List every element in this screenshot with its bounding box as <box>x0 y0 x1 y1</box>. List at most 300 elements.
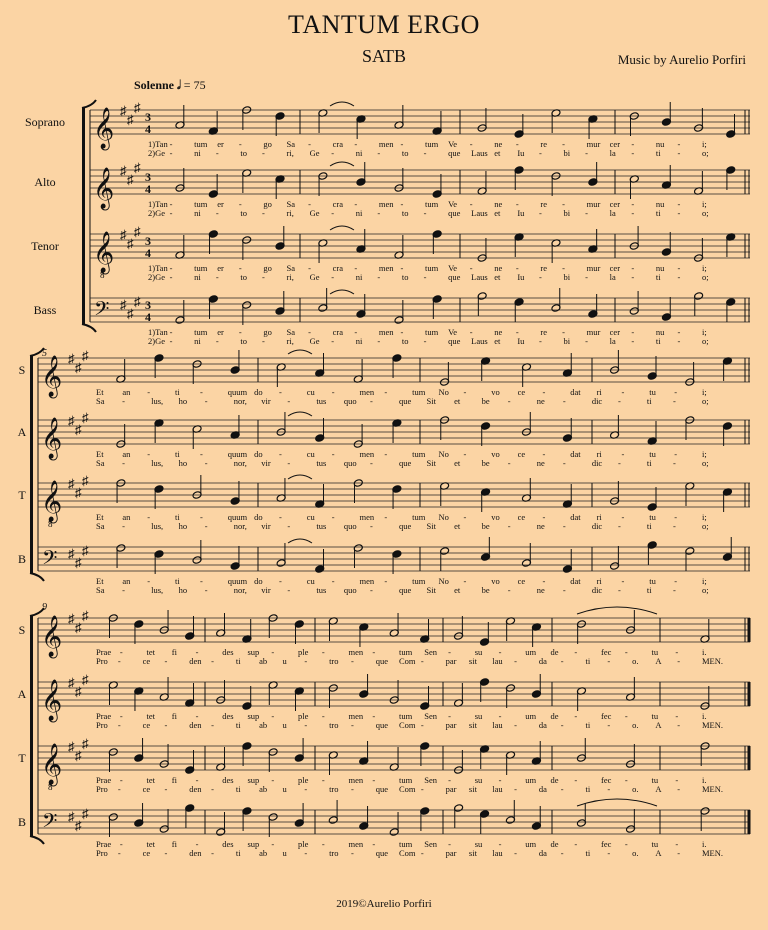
lyric-line-2-syllable: Com <box>399 784 416 794</box>
lyric-line-1-syllable: - <box>624 775 628 785</box>
lyric-line-1-syllable: fi <box>171 647 177 657</box>
lyric-line-2-syllable: Pro <box>96 656 108 666</box>
lyric-line-1-syllable: - <box>631 263 635 273</box>
lyric-line-1-syllable: - <box>279 387 282 397</box>
lyric-line-1-syllable: men <box>378 327 394 337</box>
lyric-line-1-syllable: i; <box>702 387 707 397</box>
lyric-line-2-syllable: que <box>448 336 461 346</box>
lyric-line-1-syllable: - <box>195 711 199 721</box>
lyric-line-2-syllable: que <box>448 208 461 218</box>
lyric-line-1-syllable: de <box>550 839 559 849</box>
lyric-line-1-syllable: des <box>222 711 234 721</box>
lyric-line-1-syllable: tu <box>651 775 659 785</box>
lyric-line-2-syllable: lus, <box>151 458 164 468</box>
treble-clef-icon: 𝄞 <box>41 418 63 458</box>
lyric-line-2-syllable: - <box>560 656 564 666</box>
lyric-line-1-syllable: - <box>199 512 203 522</box>
key-signature-sharp-icon: ♯ <box>68 413 75 428</box>
lyric-line-1-syllable: - <box>498 839 502 849</box>
lyric-line-1-syllable: go <box>263 139 272 149</box>
lyric-line-1-syllable: ri <box>596 449 602 459</box>
lyric-line-2-syllable: A <box>655 720 662 730</box>
measure-number: 9 <box>42 602 47 613</box>
lyric-line-2-syllable: et <box>494 148 501 158</box>
lyric-line-1-syllable: 1)Tan <box>148 199 168 209</box>
lyric-line-1-syllable: - <box>621 512 625 522</box>
lyric-line-1-syllable: - <box>199 387 203 397</box>
lyric-line-2-syllable: et <box>494 272 501 282</box>
lyric-line-1-syllable: men <box>359 387 375 397</box>
lyric-line-2-syllable: - <box>370 396 373 406</box>
lyric-line-1-syllable: - <box>448 839 451 849</box>
lyric-line-1-syllable: - <box>384 512 388 522</box>
time-signature-top: 3 <box>145 298 151 312</box>
lyric-line-2-syllable: A <box>655 656 662 666</box>
lyric-line-2-syllable: ni <box>355 148 363 158</box>
tempo-label: Solenne <box>134 78 175 92</box>
key-signature-sharp-icon: ♯ <box>82 806 89 821</box>
lyric-line-1-syllable: tum <box>425 327 439 337</box>
lyric-line-1-syllable: tum <box>412 449 426 459</box>
lyric-line-1-syllable: i. <box>702 775 707 785</box>
lyric-line-2-syllable: nor, <box>233 521 247 531</box>
treble-clef-icon: 𝄞 <box>41 481 63 521</box>
lyric-line-2-syllable: tro <box>329 720 339 730</box>
lyric-line-2-syllable: - <box>215 148 219 158</box>
lyric-line-2-syllable: ti <box>646 521 652 531</box>
lyric-line-2-syllable: o. <box>632 656 639 666</box>
lyric-line-2-syllable: - <box>562 458 566 468</box>
lyric-line-2-syllable: - <box>585 208 589 218</box>
lyric-line-2-syllable: - <box>122 396 125 406</box>
lyric-line-2-syllable: A <box>655 784 662 794</box>
system-bracket <box>82 108 85 324</box>
lyric-line-2-syllable: - <box>673 521 676 531</box>
lyric-line-1-syllable: - <box>119 839 123 849</box>
lyric-line-1-syllable: men <box>378 263 394 273</box>
lyric-line-1-syllable: - <box>271 839 275 849</box>
lyric-line-1-syllable: vo <box>491 387 500 397</box>
time-signature-top: 3 <box>145 170 151 184</box>
lyric-line-2-syllable: - <box>211 720 214 730</box>
lyric-line-2-syllable: - <box>287 585 291 595</box>
lyric-line-1-syllable: - <box>515 139 519 149</box>
lyric-line-2-syllable: la <box>609 208 616 218</box>
lyric-line-1-syllable: cra <box>332 199 344 209</box>
lyric-line-1-syllable: sup <box>247 775 260 785</box>
lyric-line-2-syllable: Ge <box>309 336 320 346</box>
lyric-line-1-syllable: de <box>550 647 559 657</box>
lyric-line-2-syllable: ho <box>178 396 188 406</box>
lyric-line-2-syllable: - <box>423 148 427 158</box>
lyric-line-2-syllable: que <box>375 848 388 858</box>
key-signature-sharp-icon: ♯ <box>68 675 75 690</box>
lyric-line-1-syllable: tum <box>194 263 208 273</box>
octave-mark: 8 <box>48 782 53 792</box>
key-signature-sharp-icon: ♯ <box>68 546 75 561</box>
lyric-line-2-syllable: o; <box>702 521 709 531</box>
lyric-line-2-syllable: sit <box>468 720 477 730</box>
lyric-line-2-syllable: - <box>560 848 564 858</box>
lyric-line-1-syllable: - <box>271 775 275 785</box>
lyric-line-2-syllable: sit <box>468 784 477 794</box>
lyric-line-1-syllable: su <box>474 775 483 785</box>
staff-label: S <box>18 363 26 377</box>
lyric-line-1-syllable: Sa <box>286 327 295 337</box>
lyric-line-2-syllable: que <box>399 585 412 595</box>
lyric-line-2-syllable: bi <box>563 272 571 282</box>
lyric-line-1-syllable: - <box>354 199 358 209</box>
lyric-line-2-syllable: sit <box>468 656 477 666</box>
lyric-line-1-syllable: i; <box>702 199 707 209</box>
lyric-line-1-syllable: - <box>147 576 151 586</box>
lyric-line-2-syllable: et <box>454 521 461 531</box>
lyric-line-2-syllable: tus <box>316 521 327 531</box>
lyric-line-2-syllable: - <box>331 336 335 346</box>
lyric-line-1-syllable: men <box>359 512 375 522</box>
lyric-line-1-syllable: - <box>631 199 635 209</box>
lyric-line-2-syllable: ri, <box>286 208 294 218</box>
key-signature-sharp-icon: ♯ <box>68 611 75 626</box>
lyric-line-1-syllable: - <box>331 576 335 586</box>
lyric-line-1-syllable: mur <box>586 327 601 337</box>
lyric-line-1-syllable: Sa <box>286 199 295 209</box>
lyric-line-1-syllable: ti <box>175 387 180 397</box>
lyric-line-1-syllable: i; <box>702 327 707 337</box>
lyric-line-1-syllable: sup <box>247 647 260 657</box>
lyric-line-2-syllable: - <box>514 784 517 794</box>
lyric-line-1-syllable: su <box>474 839 483 849</box>
lyric-line-2-syllable: be <box>481 458 490 468</box>
lyric-line-1-syllable: tum <box>194 327 208 337</box>
lyric-line-2-syllable: 2)Ge <box>148 208 165 218</box>
lyric-line-1-syllable: dat <box>570 387 581 397</box>
lyric-line-1-syllable: ti <box>175 449 180 459</box>
time-signature-bottom: 4 <box>145 246 151 260</box>
lyric-line-1-syllable: de <box>550 775 559 785</box>
lyric-line-2-syllable: lus, <box>151 521 164 531</box>
lyric-line-2-syllable: - <box>617 458 621 468</box>
lyric-line-2-syllable: - <box>304 848 308 858</box>
lyric-line-2-syllable: Com <box>399 848 416 858</box>
lyric-line-1-syllable: - <box>515 263 519 273</box>
lyric-line-1-syllable: tum <box>425 263 439 273</box>
lyric-line-1-syllable: des <box>222 647 234 657</box>
lyric-line-2-syllable: - <box>607 784 611 794</box>
lyric-line-1-syllable: ri <box>596 576 602 586</box>
lyric-line-1-syllable: fi <box>171 775 177 785</box>
slur-mark <box>330 102 354 106</box>
lyric-line-2-syllable: - <box>420 720 424 730</box>
lyric-line-1-syllable: quum <box>227 512 248 522</box>
lyric-line-1-syllable: er <box>217 263 224 273</box>
lyric-line-2-syllable: be <box>481 521 490 531</box>
lyric-line-1-syllable: - <box>574 839 578 849</box>
lyric-line-1-syllable: - <box>119 647 123 657</box>
key-signature-sharp-icon: ♯ <box>120 163 127 178</box>
key-signature-sharp-icon: ♯ <box>82 672 89 687</box>
lyric-line-1-syllable: - <box>238 327 242 337</box>
lyric-line-2-syllable: nor, <box>233 585 247 595</box>
lyric-line-1-syllable: tet <box>146 647 155 657</box>
lyric-line-1-syllable: Ve <box>448 327 458 337</box>
lyric-line-2-syllable: da <box>538 656 547 666</box>
lyric-line-2-syllable: dic <box>591 521 603 531</box>
lyric-line-2-syllable: ce <box>142 848 151 858</box>
lyric-line-1-syllable: - <box>195 647 199 657</box>
lyric-line-2-syllable: lau <box>492 720 503 730</box>
key-signature-sharp-icon: ♯ <box>134 224 141 239</box>
lyric-line-2-syllable: o. <box>632 720 639 730</box>
lyric-line-2-syllable: et <box>494 208 501 218</box>
lyric-line-1-syllable: Ve <box>448 199 458 209</box>
lyric-line-2-syllable: nor, <box>233 458 247 468</box>
lyric-line-1-syllable: i. <box>702 839 707 849</box>
lyric-line-2-syllable: ho <box>178 585 188 595</box>
lyric-line-2-syllable: tus <box>316 458 327 468</box>
lyric-line-2-syllable: Sa <box>96 521 105 531</box>
slur-mark <box>288 539 312 543</box>
lyric-line-1-syllable: - <box>624 839 628 849</box>
lyric-line-2-syllable: - <box>164 720 168 730</box>
lyric-line-1-syllable: - <box>384 449 388 459</box>
lyric-line-2-syllable: - <box>164 656 168 666</box>
lyric-line-2-syllable: ti <box>235 784 241 794</box>
lyric-line-1-syllable: - <box>621 387 625 397</box>
lyric-line-1-syllable: - <box>498 775 502 785</box>
lyric-line-2-syllable: - <box>164 848 168 858</box>
lyric-line-2-syllable: da <box>538 784 547 794</box>
lyric-line-2-syllable: - <box>377 148 381 158</box>
lyric-line-1-syllable: Sen <box>424 711 437 721</box>
lyric-line-1-syllable: - <box>147 449 151 459</box>
lyric-line-1-syllable: cer <box>609 327 621 337</box>
lyric-line-1-syllable: do <box>254 576 263 586</box>
lyric-line-2-syllable: lau <box>492 656 503 666</box>
octave-mark: 8 <box>100 270 105 280</box>
lyric-line-1-syllable: No <box>438 387 449 397</box>
lyric-line-1-syllable: do <box>254 512 263 522</box>
lyric-line-2-syllable: - <box>169 208 173 218</box>
lyric-line-1-syllable: go <box>263 199 272 209</box>
lyric-line-2-syllable: - <box>287 521 291 531</box>
lyric-line-2-syllable: Sit <box>426 458 436 468</box>
lyric-line-2-syllable: ti <box>646 458 652 468</box>
lyric-line-2-syllable: - <box>261 208 265 218</box>
lyric-line-1-syllable: - <box>675 839 679 849</box>
lyric-line-2-syllable: - <box>673 396 676 406</box>
lyric-line-2-syllable: - <box>117 848 121 858</box>
lyric-line-2-syllable: - <box>423 208 427 218</box>
lyric-line-2-syllable: - <box>538 148 542 158</box>
lyric-line-2-syllable: - <box>677 720 681 730</box>
lyric-line-2-syllable: que <box>375 720 388 730</box>
lyric-line-2-syllable: - <box>215 336 219 346</box>
lyric-line-2-syllable: ne <box>536 396 545 406</box>
lyric-line-1-syllable: ne <box>494 139 503 149</box>
lyric-line-1-syllable: tu <box>649 449 656 459</box>
lyric-line-2-syllable: - <box>117 656 121 666</box>
lyric-line-1-syllable: men <box>378 139 394 149</box>
system-bracket <box>30 616 33 836</box>
lyric-line-1-syllable: - <box>238 199 242 209</box>
lyric-line-1-syllable: No <box>438 512 449 522</box>
time-signature-bottom: 4 <box>145 182 151 196</box>
lyric-line-1-syllable: - <box>279 512 282 522</box>
lyric-line-2-syllable: - <box>617 396 621 406</box>
lyric-line-2-syllable: Iu <box>517 336 525 346</box>
key-signature-sharp-icon: ♯ <box>120 103 127 118</box>
lyric-line-2-syllable: - <box>677 848 681 858</box>
lyric-line-2-syllable: et <box>454 458 461 468</box>
lyric-line-1-syllable: men <box>378 199 394 209</box>
lyric-line-1-syllable: Prae <box>96 711 112 721</box>
lyric-line-1-syllable: men <box>348 839 364 849</box>
lyric-line-2-syllable: ni <box>194 208 201 218</box>
lyric-line-1-syllable: tum <box>399 839 413 849</box>
lyric-line-2-syllable: que <box>448 272 461 282</box>
lyric-line-1-syllable: - <box>463 449 467 459</box>
lyric-line-1-syllable: - <box>463 512 467 522</box>
time-signature-bottom: 4 <box>145 310 151 324</box>
lyric-line-1-syllable: - <box>279 449 282 459</box>
key-signature-sharp-icon: ♯ <box>82 473 89 488</box>
lyric-line-2-syllable: to <box>401 208 409 218</box>
lyric-line-2-syllable: bi <box>563 148 571 158</box>
lyric-line-2-syllable: dic <box>591 458 603 468</box>
lyric-line-1-syllable: cu <box>306 387 315 397</box>
lyric-line-2-syllable: ni <box>355 336 363 346</box>
lyric-line-1-syllable: - <box>574 647 578 657</box>
lyric-line-2-syllable: ce <box>142 784 151 794</box>
lyric-line-1-syllable: - <box>400 139 404 149</box>
lyric-line-2-syllable: - <box>204 521 208 531</box>
lyric-line-2-syllable: - <box>673 585 676 595</box>
lyric-line-2-syllable: to <box>401 148 409 158</box>
lyric-line-1-syllable: - <box>574 775 578 785</box>
lyric-line-2-syllable: - <box>677 336 681 346</box>
lyric-line-2-syllable: Sa <box>96 585 105 595</box>
lyric-line-2-syllable: o; <box>702 458 709 468</box>
lyric-line-1-syllable: Sa <box>286 139 295 149</box>
lyric-line-2-syllable: - <box>585 336 589 346</box>
lyric-line-1-syllable: ri <box>596 512 602 522</box>
lyric-line-1-syllable: Et <box>96 449 104 459</box>
slur-mark <box>288 350 312 354</box>
lyric-line-2-syllable: ti <box>585 784 591 794</box>
lyric-line-2-syllable: ni <box>355 272 363 282</box>
lyric-line-2-syllable: ho <box>178 458 188 468</box>
lyric-line-2-syllable: - <box>169 336 173 346</box>
lyric-line-2-syllable: den <box>189 720 202 730</box>
lyric-line-2-syllable: - <box>261 148 265 158</box>
lyric-line-1-syllable: ti <box>175 512 180 522</box>
lyric-line-2-syllable: - <box>350 656 354 666</box>
lyric-line-2-syllable: Com <box>399 720 416 730</box>
key-signature-sharp-icon: ♯ <box>82 543 89 558</box>
lyric-line-2-syllable: quo <box>343 458 357 468</box>
lyric-line-1-syllable: de <box>550 711 559 721</box>
lyric-line-1-syllable: Sen <box>424 647 437 657</box>
key-signature-sharp-icon: ♯ <box>134 294 141 309</box>
lyric-line-2-syllable: - <box>562 396 566 406</box>
lyric-line-2-syllable: la <box>609 272 616 282</box>
lyric-line-2-syllable: MEN. <box>702 656 724 666</box>
lyric-line-1-syllable: - <box>372 647 376 657</box>
lyric-line-1-syllable: - <box>238 139 242 149</box>
lyric-line-1-syllable: - <box>308 327 312 337</box>
lyric-line-2-syllable: - <box>350 848 354 858</box>
lyric-line-2-syllable: - <box>370 458 373 468</box>
lyric-line-2-syllable: quo <box>343 396 357 406</box>
lyric-line-2-syllable: ab <box>259 848 268 858</box>
lyric-line-1-syllable: fi <box>171 711 177 721</box>
lyric-line-1-syllable: mur <box>586 263 601 273</box>
lyric-line-2-syllable: par <box>445 720 457 730</box>
lyric-line-1-syllable: - <box>469 263 473 273</box>
lyric-line-2-syllable: - <box>423 272 427 282</box>
lyric-line-1-syllable: men <box>348 711 364 721</box>
staff-label: Soprano <box>25 115 65 129</box>
lyric-line-2-syllable: - <box>261 336 265 346</box>
lyric-line-1-syllable: Prae <box>96 839 112 849</box>
lyric-line-1-syllable: - <box>675 647 679 657</box>
lyric-line-2-syllable: - <box>631 208 635 218</box>
lyric-line-2-syllable: Sa <box>96 458 105 468</box>
octave-mark: 8 <box>48 519 53 529</box>
voicing-subtitle: SATB <box>361 46 406 66</box>
lyric-line-1-syllable: go <box>263 327 272 337</box>
lyric-line-2-syllable: o. <box>632 848 639 858</box>
lyric-line-2-syllable: ti <box>235 848 241 858</box>
lyric-line-1-syllable: - <box>498 711 502 721</box>
lyric-line-1-syllable: - <box>321 839 325 849</box>
lyric-line-2-syllable: da <box>538 720 547 730</box>
lyric-line-2-syllable: ti <box>585 656 591 666</box>
lyric-line-2-syllable: - <box>677 272 681 282</box>
lyric-line-1-syllable: er <box>217 139 224 149</box>
lyric-line-1-syllable: mur <box>586 139 601 149</box>
lyric-line-2-syllable: quo <box>343 521 357 531</box>
lyric-line-2-syllable: - <box>607 848 611 858</box>
lyric-line-2-syllable: - <box>631 336 635 346</box>
lyric-line-2-syllable: que <box>399 521 412 531</box>
key-signature-sharp-icon: ♯ <box>82 410 89 425</box>
lyric-line-2-syllable: et <box>454 585 461 595</box>
key-signature-sharp-icon: ♯ <box>82 736 89 751</box>
lyric-line-1-syllable: er <box>217 327 224 337</box>
lyric-line-1-syllable: men <box>348 775 364 785</box>
lyric-line-1-syllable: - <box>331 512 335 522</box>
lyric-line-2-syllable: vir <box>261 458 271 468</box>
lyric-line-1-syllable: - <box>400 327 404 337</box>
lyric-line-1-syllable: - <box>469 139 473 149</box>
lyric-line-1-syllable: an <box>122 576 131 586</box>
lyric-line-2-syllable: ni <box>355 208 363 218</box>
lyric-line-1-syllable: tum <box>412 576 426 586</box>
lyric-line-2-syllable: ab <box>259 784 268 794</box>
lyric-line-1-syllable: - <box>469 327 473 337</box>
lyric-line-1-syllable: - <box>621 576 625 586</box>
treble-clef-icon: 𝄞 <box>93 232 115 272</box>
lyric-line-1-syllable: 1)Tan <box>148 139 168 149</box>
lyric-line-1-syllable: tum <box>399 711 413 721</box>
lyric-line-2-syllable: MEN. <box>702 848 724 858</box>
lyric-line-1-syllable: er <box>217 199 224 209</box>
lyric-line-2-syllable: ti <box>655 336 661 346</box>
lyric-line-1-syllable: - <box>631 139 635 149</box>
lyric-line-1-syllable: um <box>525 775 537 785</box>
